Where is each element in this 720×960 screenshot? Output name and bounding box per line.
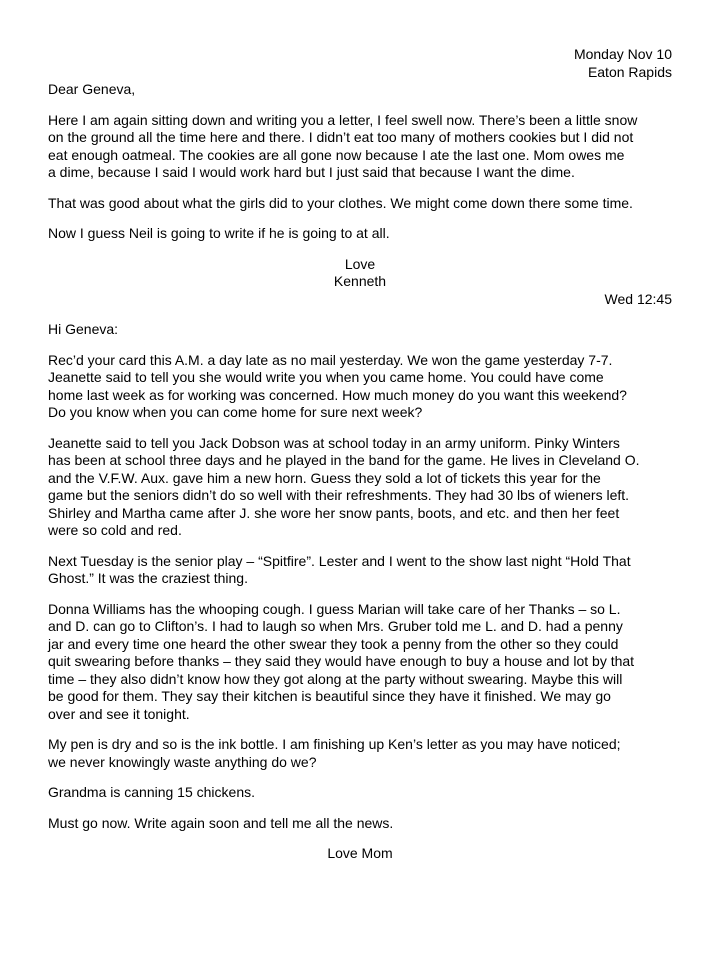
paragraph: Donna Williams has the whooping cough. I guess Marian will take care of her Thanks – so L. and D. can go to Clifton’s. I had to laugh so when Mrs. Gruber told me L. and D. had a penny jar and every time one heard the other swear they took a penny from the other so they could quit swearing before thanks – they said they would have enough to buy a house and lot by that time – they also didn’t know how they got along at the party without swearing. Maybe this will be good for them. They say their kitchen is beautiful since they have it finished. We may go over and see it tonight. bbox=[48, 600, 635, 722]
signature: Love Mom bbox=[327, 845, 393, 861]
signature: Kenneth bbox=[333, 273, 387, 289]
time-line: Wed 12:45 bbox=[604, 290, 672, 307]
salutation: Dear Geneva, bbox=[48, 81, 136, 97]
paragraph: My pen is dry and so is the ink bottle. I am finishing up Ken’s letter as you may have noticed; we never knowingly waste anything do we? bbox=[48, 736, 621, 770]
letter-kenneth bbox=[48, 46, 672, 291]
closing: Love bbox=[344, 255, 376, 272]
place-line: Eaton Rapids bbox=[587, 63, 672, 80]
salutation: Hi Geneva: bbox=[48, 321, 119, 337]
paragraph: Grandma is canning 15 chickens. bbox=[48, 784, 255, 800]
paragraph: Jeanette said to tell you Jack Dobson was at school today in an army uniform. Pinky Winters has been at school three days and he played in the band for the game. He lives in Cleveland O. and the V.F.W. Aux. gave him a new horn. Guess they sold a lot of tickets this year for the game but the seniors didn’t do so well with their refreshments. They had 30 lbs of wieners left. Shirley and Martha came after J. she wore her snow pants, boots, and etc. and then her feet were so cold and red. bbox=[48, 434, 640, 538]
paragraph: Rec’d your card this A.M. a day late as no mail yesterday. We won the game yesterday 7-7. Jeanette said to tell you she would write you when you came home. You could have come home last week as for working was concerned. How much money do you want this weekend? Do you know when you can come home for sure next week? bbox=[48, 351, 627, 420]
paragraph: Now I guess Neil is going to write if he is going to at all. bbox=[48, 225, 390, 241]
paragraph: Must go now. Write again soon and tell me all the news. bbox=[48, 814, 394, 831]
letter-page bbox=[48, 46, 672, 863]
paragraph: That was good about what the girls did to your clothes. We might come down there some time. bbox=[48, 194, 633, 211]
paragraph: Next Tuesday is the senior play – “Spitfire”. Lester and I went to the show last night “Hold That Ghost.” It was the craziest thing. bbox=[48, 552, 631, 586]
letter-mom bbox=[48, 291, 672, 863]
date-line: Monday Nov 10 bbox=[573, 46, 672, 62]
paragraph: Here I am again sitting down and writing you a letter, I feel swell now. There’s been a little snow on the ground all the time here and there. I didn’t eat too many of mothers cookies but I did not eat enough oatmeal. The cookies are all gone now because I ate the last one. Mom owes me a dime, because I said I would work hard but I just said that because I want the dime. bbox=[48, 111, 638, 180]
